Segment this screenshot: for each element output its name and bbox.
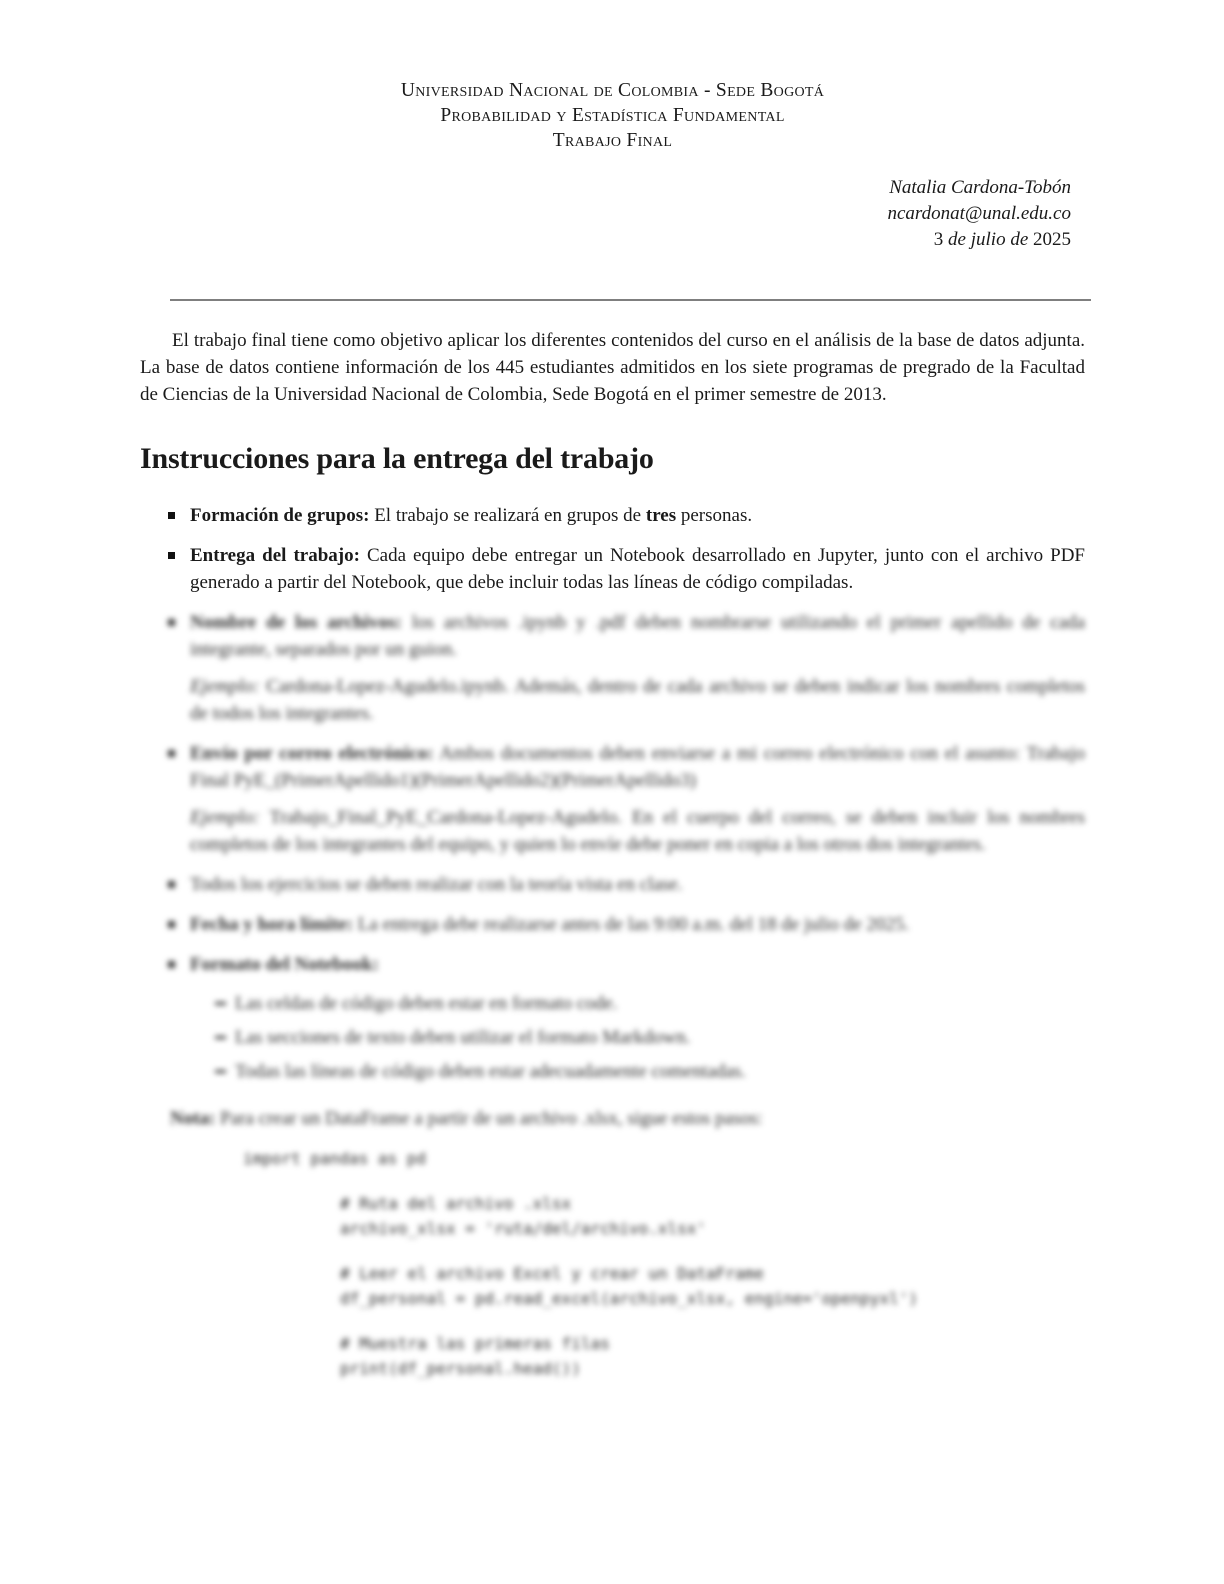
code-group-ruta bbox=[340, 1191, 1085, 1241]
code-comment: # Ruta del archivo .xlsx bbox=[340, 1194, 572, 1213]
item-lead: Formato del Notebook: bbox=[190, 954, 379, 975]
bullet-marker bbox=[168, 750, 175, 757]
bullet-marker bbox=[168, 552, 175, 559]
date-day: 3 bbox=[933, 229, 944, 250]
format-sublist bbox=[190, 990, 1085, 1085]
example-lead: Ejemplo: bbox=[190, 676, 260, 697]
code-line: df_personal = pd.read_excel(archivo_xlsx, engine='openpyxl') bbox=[340, 1289, 918, 1308]
instruction-item-grupos bbox=[140, 502, 1085, 529]
item-text: Todos los ejercicios se deben realizar con la teoría vista en clase. bbox=[190, 874, 683, 895]
instruction-item-nombre-archivos bbox=[140, 609, 1085, 727]
bullet-marker bbox=[168, 619, 175, 626]
item-lead: Entrega del trabajo: bbox=[190, 545, 360, 566]
note-paragraph bbox=[170, 1105, 1085, 1132]
example-paragraph bbox=[190, 804, 1085, 858]
item-lead: Formación de grupos: bbox=[190, 505, 370, 526]
sub-item-text: Todas las líneas de código deben estar adecuadamente comentadas. bbox=[235, 1061, 746, 1082]
instruction-item-teoria bbox=[140, 871, 1085, 898]
note-text: Para crear un DataFrame a partir de un archivo .xlsx, sigue estos pasos: bbox=[220, 1108, 763, 1129]
code-group-leer bbox=[340, 1261, 1085, 1311]
dash-marker bbox=[215, 1036, 226, 1039]
code-block bbox=[140, 1146, 1085, 1381]
instruction-item-formato-notebook bbox=[140, 951, 1085, 1085]
example-paragraph bbox=[190, 673, 1085, 727]
sub-item-comentadas bbox=[190, 1058, 1085, 1085]
document-header bbox=[140, 78, 1085, 153]
instruction-item-entrega bbox=[140, 542, 1085, 596]
author-block bbox=[140, 175, 1085, 253]
item-text: los archivos .ipynb y .pdf deben nombrarse utilizando el primer apellido de cada integrante, separados por un guion. bbox=[190, 612, 1085, 660]
code-line: archivo_xlsx = 'ruta/del/archivo.xlsx' bbox=[340, 1219, 707, 1238]
date-middle: de julio de bbox=[948, 229, 1029, 250]
item-lead: Envío por correo electrónico: bbox=[190, 743, 434, 764]
sub-item-secciones bbox=[190, 1024, 1085, 1051]
sub-item-celdas bbox=[190, 990, 1085, 1017]
bullet-marker bbox=[168, 961, 175, 968]
item-text: Ambos documentos deben enviarse a mi correo electrónico con el asunto: Trabajo Final PyE_(PrimerApellido1)(PrimerApellido2)(PrimerApellido3) bbox=[190, 743, 1085, 791]
intro-paragraph: El trabajo final tiene como objetivo aplicar los diferentes contenidos del curso en el análisis de la base de datos adjunta. La base de datos contiene información de los 445 estudiantes admitidos en los siete programas de pregrado de la Facultad de Ciencias de la Universidad Nacional de Colombia, Sede Bogotá en el primer semestre de 2013. bbox=[140, 330, 1085, 405]
code-group-print bbox=[340, 1331, 1085, 1381]
example-text: Trabajo_Final_PyE_Cardona-Lopez-Agudelo. En el cuerpo del correo, se deben incluir los nombres completos de los integrantes del equipo, y quien lo envíe debe poner en copia a los otros dos integrantes. bbox=[190, 807, 1085, 855]
code-line: print(df_personal.head()) bbox=[340, 1359, 581, 1378]
dash-marker bbox=[215, 1070, 226, 1073]
example-text: Cardona-Lopez-Agudelo.ipynb. Además, dentro de cada archivo se deben indicar los nombres completos de todos los integrantes. bbox=[190, 676, 1086, 724]
item-lead: Fecha y hora límite: bbox=[190, 914, 354, 935]
date-year: 2025 bbox=[1033, 229, 1071, 250]
item-lead: Nombre de los archivos: bbox=[190, 612, 402, 633]
instruction-item-envio-correo bbox=[140, 740, 1085, 858]
code-line-import: import pandas as pd bbox=[243, 1149, 427, 1168]
header-course-line: Probabilidad y Estadística Fundamental bbox=[440, 105, 785, 126]
item-text: La entrega debe realizarse antes de las 9:00 a.m. del 18 de julio de 2025. bbox=[357, 914, 910, 935]
instruction-item-fecha-limite bbox=[140, 911, 1085, 938]
header-title-line: Trabajo Final bbox=[552, 130, 673, 151]
code-comment: # Muestra las primeras filas bbox=[340, 1334, 610, 1353]
bullet-marker bbox=[168, 512, 175, 519]
code-comment: # Leer el archivo Excel y crear un DataFrame bbox=[340, 1264, 764, 1283]
note-lead: Nota: bbox=[170, 1108, 216, 1129]
example-lead: Ejemplo: bbox=[190, 807, 260, 828]
author-email: ncardonat@unal.edu.co bbox=[887, 203, 1071, 224]
item-bold-word: tres bbox=[645, 505, 677, 526]
item-text: personas. bbox=[680, 505, 753, 526]
bullet-marker bbox=[168, 921, 175, 928]
author-name: Natalia Cardona-Tobón bbox=[889, 177, 1071, 198]
sub-item-text: Las secciones de texto deben utilizar el formato Markdown. bbox=[235, 1027, 691, 1048]
item-text: Cada equipo debe entregar un Notebook desarrollado en Jupyter, junto con el archivo PDF generado a partir del Notebook, que debe incluir todas las líneas de código compiladas. bbox=[190, 545, 1085, 593]
instructions-list bbox=[140, 502, 1085, 1085]
section-title: Instrucciones para la entrega del trabajo bbox=[140, 442, 654, 475]
divider-rule bbox=[170, 299, 1091, 301]
header-university-line: Universidad Nacional de Colombia - Sede Bogotá bbox=[400, 80, 825, 101]
bullet-marker bbox=[168, 881, 175, 888]
author-date bbox=[140, 227, 1071, 253]
item-text: El trabajo se realizará en grupos de bbox=[374, 505, 642, 526]
dash-marker bbox=[215, 1002, 226, 1005]
sub-item-text: Las celdas de código deben estar en formato code. bbox=[235, 993, 618, 1014]
